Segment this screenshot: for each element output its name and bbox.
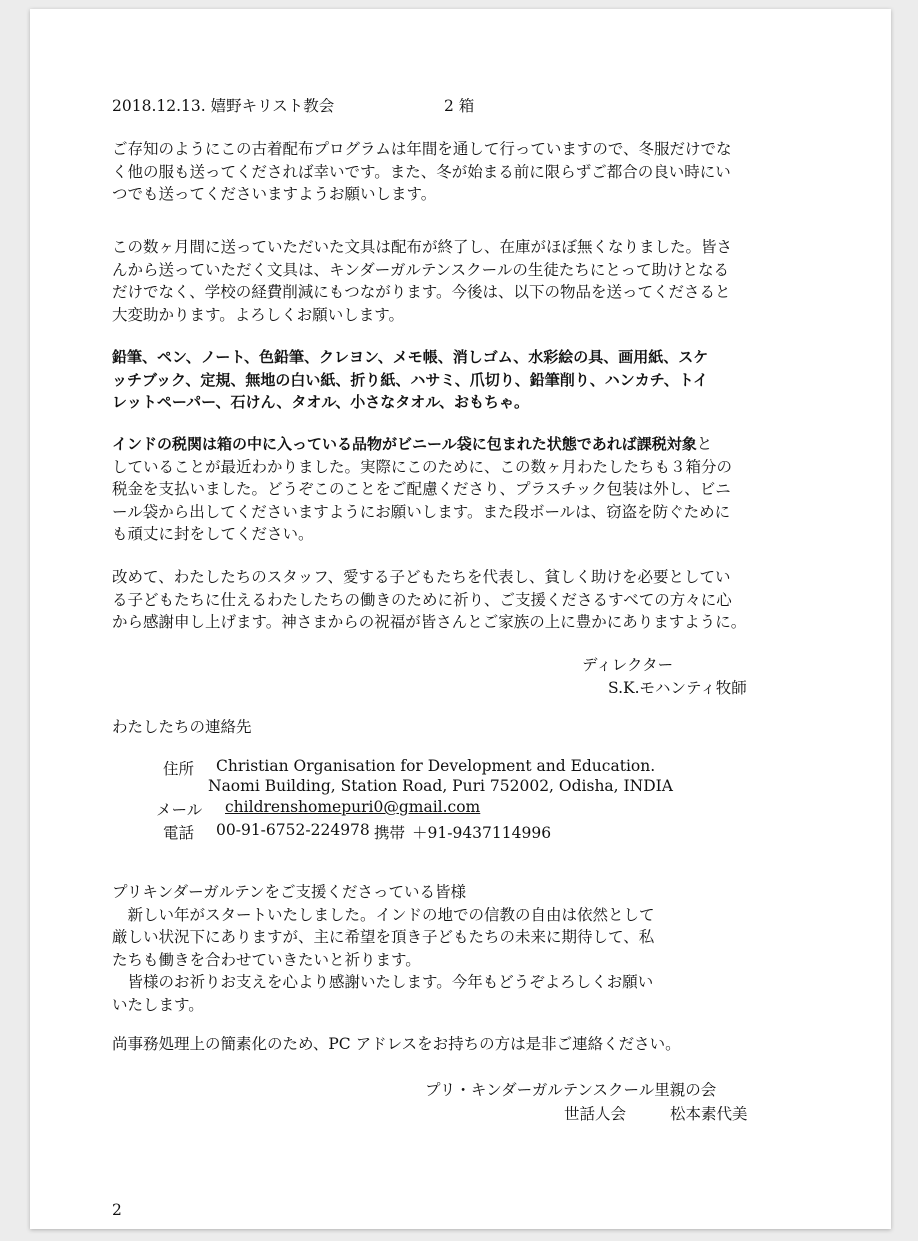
text-line: 税金を支払いました。どうぞこのことをご配慮くださり、プラスチック包装は外し、ビニ — [112, 480, 731, 499]
text-line: から感謝申し上げます。神さまからの祝福が皆さんとご家族の上に豊かにありますように。 — [112, 613, 747, 632]
text-line: プリキンダーガルテンをご支援くださっている皆様 — [112, 883, 467, 901]
phone-label: 電話 — [163, 824, 195, 842]
text-line: んから送っていただく文具は、キンダーガルテンスクールの生徒たちにとって助けとなる — [112, 260, 730, 279]
contact-heading: わたしたちの連絡先 — [112, 718, 252, 736]
paragraph-customs — [112, 433, 832, 546]
date-church: 2018.12.13. 嬉野キリスト教会 — [112, 97, 335, 115]
paragraph-thanks — [112, 566, 832, 634]
customs-warning: インドの税関は箱の中に入っている品物がビニール袋に包まれた状態であれば課税対象 — [112, 435, 697, 453]
text-line: この数ヶ月間に送っていただいた文具は配布が終了し、在庫がほぼ無くなりました。皆さ — [112, 238, 733, 256]
document-page — [30, 9, 891, 1229]
text-line: たちも働きを合わせていきたいと祈ります。 — [112, 950, 421, 969]
phone-number: 00-91-6752-224978 — [216, 821, 370, 839]
text-line: 大変助かります。よろしくお願いします。 — [112, 305, 405, 324]
text-line: ご存知のようにこの古着配布プログラムは年間を通して行っていますので、冬服だけでな — [112, 140, 732, 158]
text-line: いたします。 — [112, 995, 204, 1014]
association-name: プリ・キンダーガルテンスクール里親の会 — [425, 1081, 717, 1099]
signature-role: ディレクター — [582, 656, 674, 674]
address-line-2: Naomi Building, Station Road, Puri 752002, Odisha, INDIA — [208, 777, 673, 795]
item-list-line: ッチブック、定規、無地の白い紙、折り紙、ハサミ、爪切り、鉛筆削り、ハンカチ、トイ — [112, 370, 708, 389]
email-link[interactable]: childrenshomepuri0@gmail.com — [225, 798, 481, 816]
text-line: つでも送ってくださいますようお願いします。 — [112, 185, 437, 204]
text-line: 新しい年がスタートいたしました。インドの地での信教の自由は依然として — [112, 905, 655, 924]
mobile-label: 携帯 — [374, 824, 406, 842]
paragraph-clothing — [112, 138, 832, 206]
page-number: 2 — [112, 1201, 122, 1219]
committee-label: 世話人会 — [564, 1105, 627, 1123]
text-line: る子どもたちに仕えるわたしたちの働きのために祈り、ご支援くださるすべての方々に心 — [112, 590, 732, 609]
text-line — [112, 433, 832, 456]
address-label: 住所 — [163, 760, 195, 778]
mail-label: メール — [156, 801, 203, 819]
supporters-message — [112, 881, 832, 1017]
header-line — [112, 95, 832, 118]
item-list-line: 鉛筆、ペン、ノート、色鉛筆、クレヨン、メモ帳、消しゴム、水彩絵の具、画用紙、スケ — [112, 348, 709, 366]
text-line: も頑丈に封をしてください。 — [112, 525, 314, 544]
text-line: していることが最近わかりました。実際にこのために、この数ヶ月わたしたちも３箱分の — [112, 457, 733, 476]
text-line: 改めて、わたしたちのスタッフ、愛する子どもたちを代表し、貧しく助けを必要としてい — [112, 568, 731, 586]
text-line: 厳しい状況下にありますが、主に希望を頂き子どもたちの未来に期待して、私 — [112, 928, 655, 947]
item-list — [112, 346, 832, 414]
mobile-number: ＋91-9437114996 — [412, 824, 552, 842]
address-line-1: Christian Organisation for Development and Education. — [216, 757, 656, 775]
item-list-line: レットペーパー、石けん、タオル、小さなタオル、おもちゃ。 — [112, 393, 530, 412]
box-count: 2 箱 — [444, 97, 475, 115]
text-fragment: と — [696, 435, 713, 453]
signature-name: S.K.モハンティ牧師 — [608, 679, 747, 697]
text-line: ール袋から出してくださいますようにお願いします。また段ボールは、窃盗を防ぐために — [112, 502, 731, 521]
text-line: 皆様のお祈りお支えを心より感謝いたします。今年もどうぞよろしくお願い — [112, 973, 654, 992]
paragraph-stationery — [112, 236, 832, 326]
committee-person: 松本素代美 — [670, 1105, 748, 1123]
text-line: だけでなく、学校の経費削減にもつながります。今後は、以下の物品を送ってくださると — [112, 283, 731, 302]
text-line: く他の服も送ってくだされば幸いです。また、冬が始まる前に限らずご都合の良い時にい — [112, 162, 731, 181]
pc-address-note: 尚事務処理上の簡素化のため、PC アドレスをお持ちの方は是非ご連絡ください。 — [112, 1035, 681, 1053]
